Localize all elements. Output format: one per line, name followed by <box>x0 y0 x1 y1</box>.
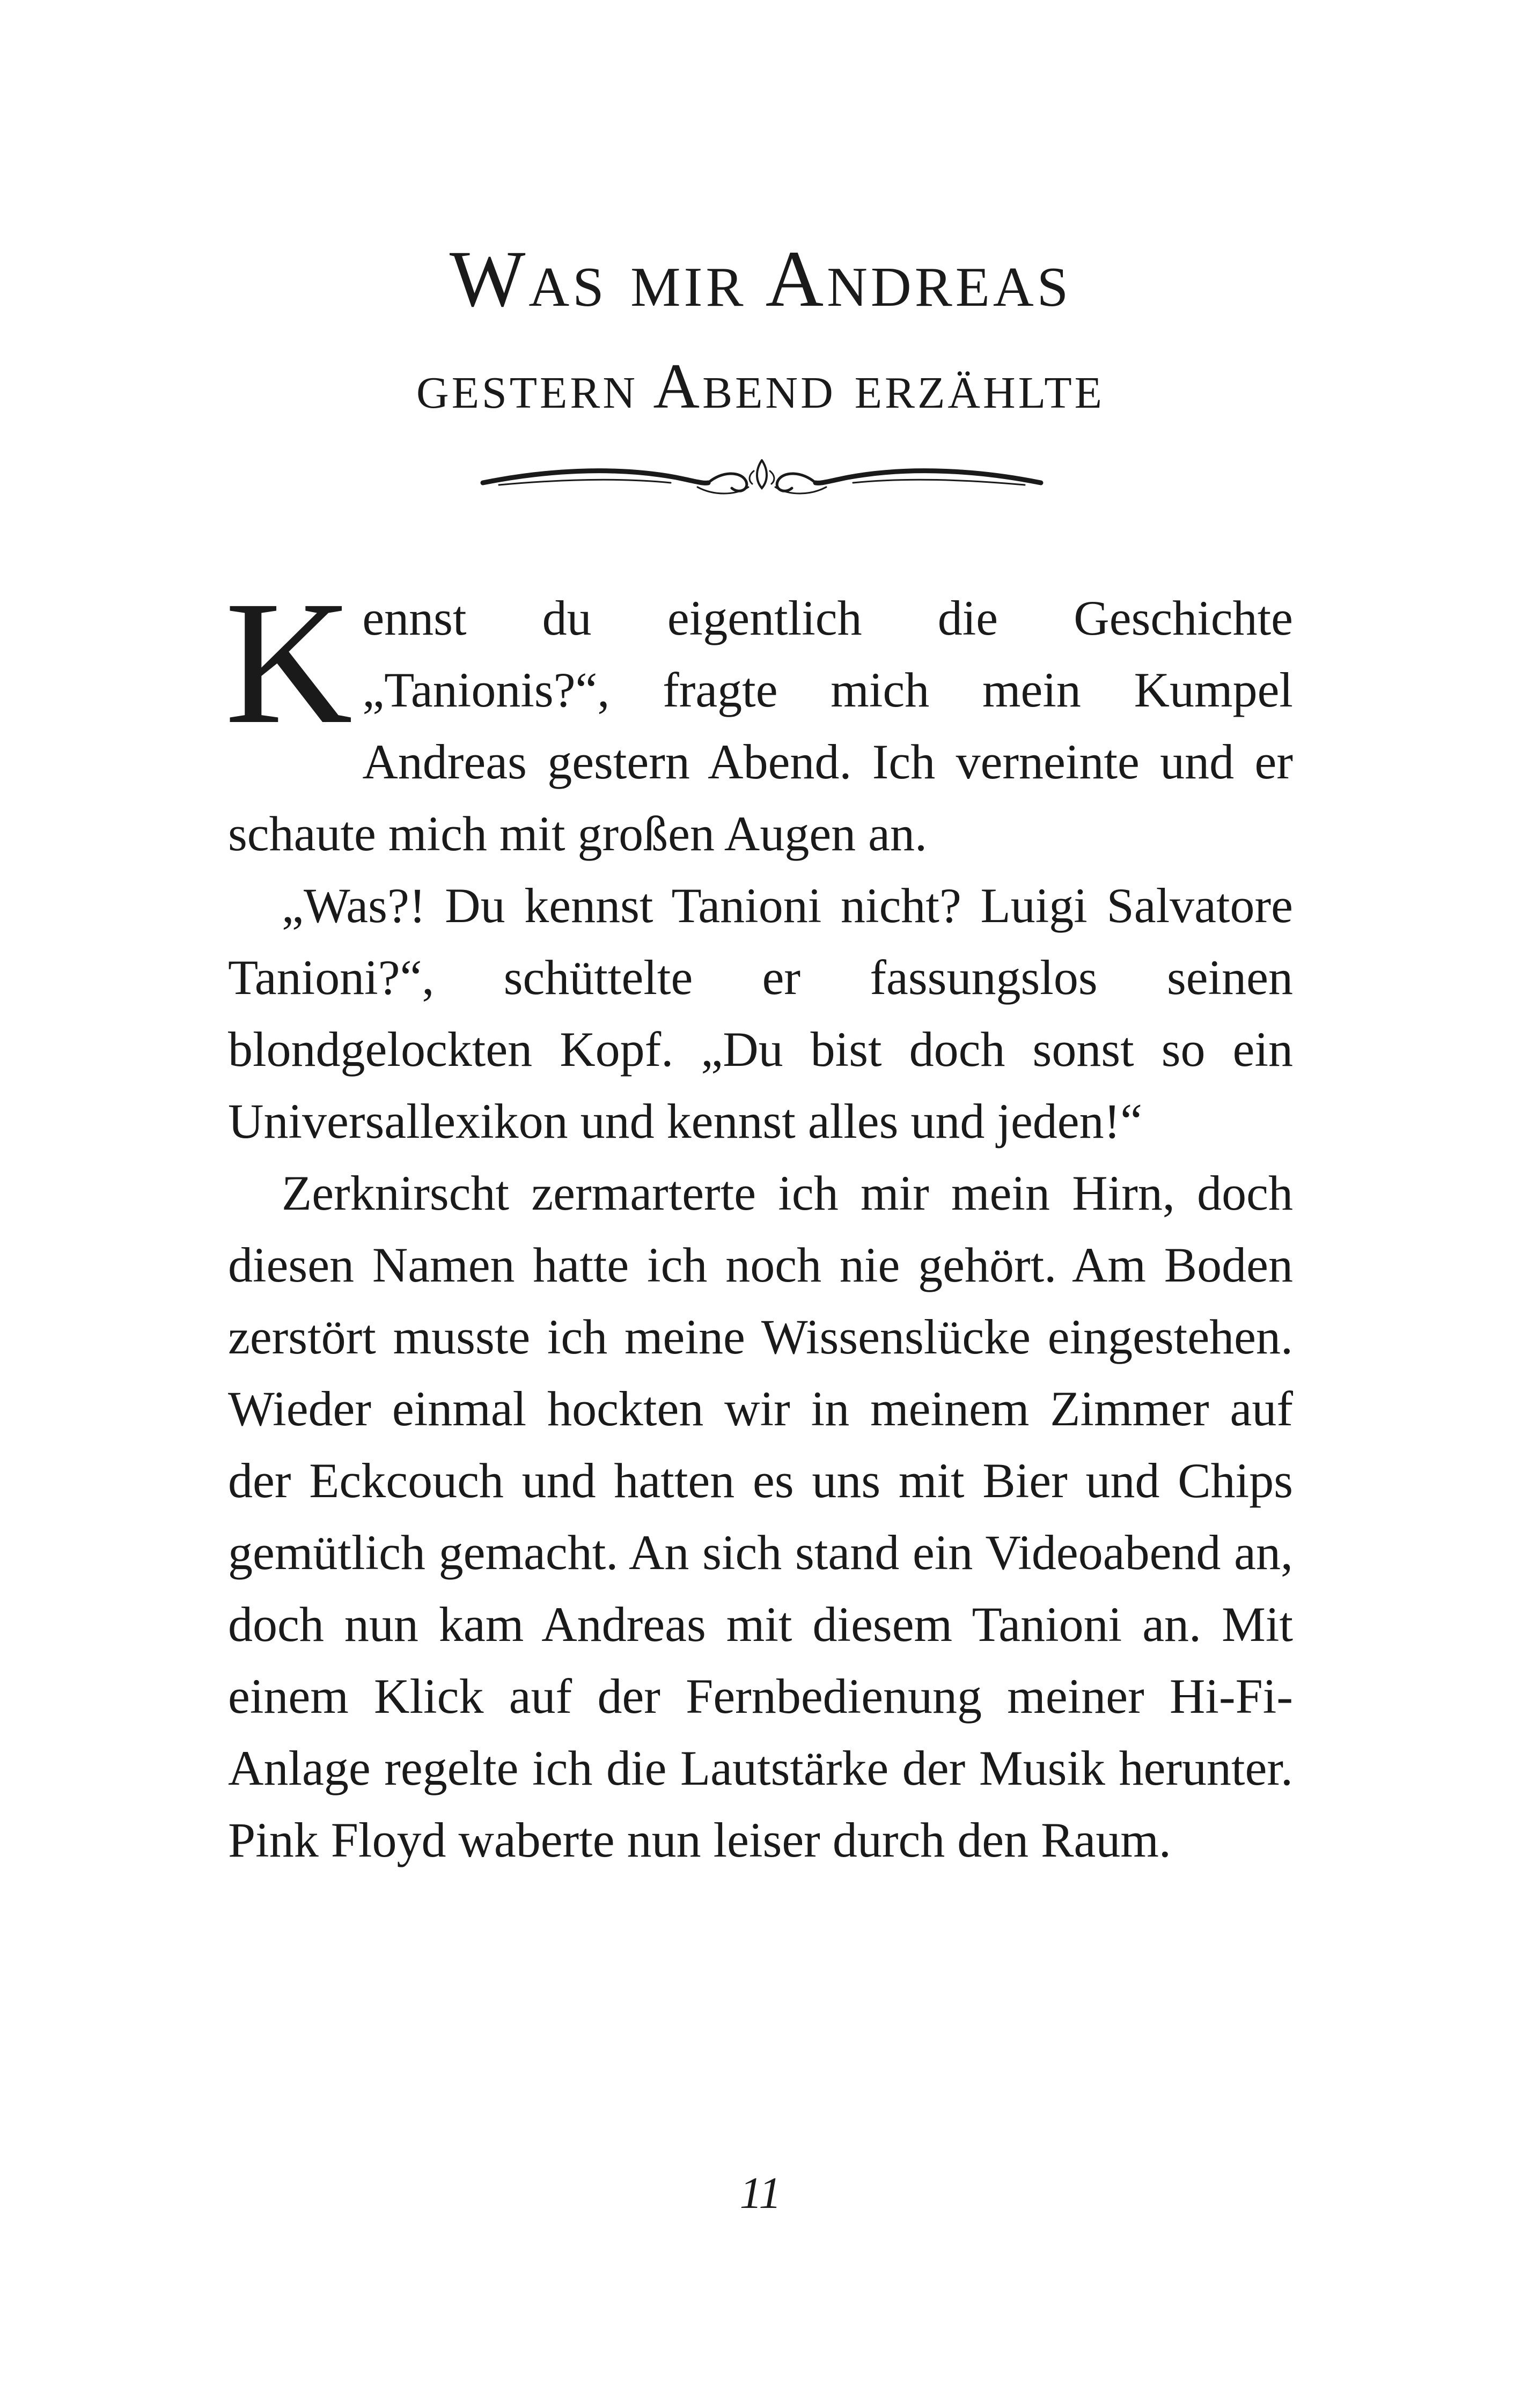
drop-cap: K <box>225 565 353 761</box>
chapter-title-line-1: Was mir Andreas <box>449 234 1072 323</box>
chapter-title-line-2: gestern Abend erzählte <box>416 350 1105 422</box>
chapter-body <box>225 565 1293 1876</box>
paragraph-1-text: ennst du eigentlich die Geschichte „Tanionis?“, fragte mich mein Kumpel Andreas gestern Abend. Ich verneinte und er schaute mich mit großen Augen an. <box>228 591 1293 861</box>
paragraph-1 <box>225 565 1293 870</box>
paragraph-3: Zerknirscht zermarterte ich mir mein Hirn, doch diesen Namen hatte ich noch nie gehört. Am Boden zerstört musste ich meine Wissenslücke eingestehen. Wieder einmal hockten wir in meinem Zimmer auf der Eckcouch und hatten es uns mit Bier und Chips gemütlich gemacht. An sich stand ein Videoabend an, doch nun kam Andreas mit diesem Tanioni an. Mit einem Klick auf der Fernbedienung meiner Hi-Fi-Anlage regelte ich die Lautstärke der Musik herunter. Pink Floyd waberte nun leiser durch den Raum. <box>228 1166 1293 1867</box>
page-number: 11 <box>739 2168 782 2218</box>
paragraph-2: „Was?! Du kennst Tanioni nicht? Luigi Salvatore Tanioni?“, schüttelte er fassungslos seinen blondgelockten Kopf. „Du bist doch sonst so ein Universallexikon und kennst alles und jeden!“ <box>228 878 1293 1148</box>
chapter-title <box>0 225 1521 435</box>
flourish-divider-icon <box>477 450 1046 514</box>
